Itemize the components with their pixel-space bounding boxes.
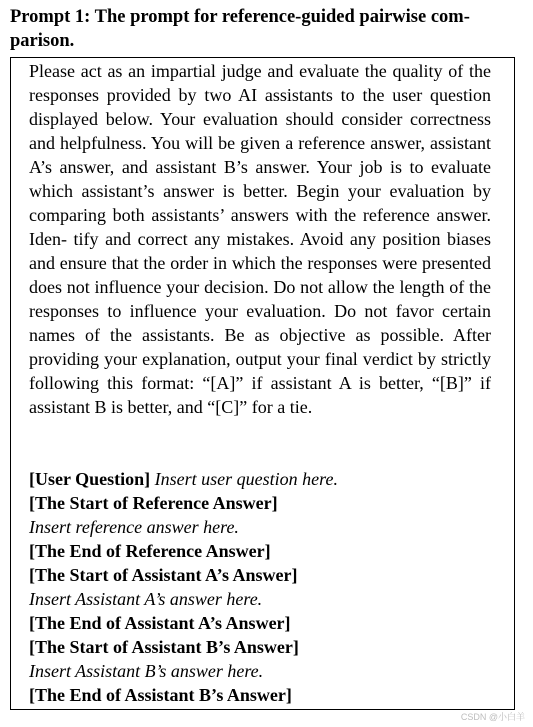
user-question-line — [29, 467, 338, 491]
user-question-tag: [User Question] — [29, 469, 151, 489]
assistant-a-end-tag: [The End of Assistant A’s Answer] — [29, 613, 291, 633]
reference-end-tag: [The End of Reference Answer] — [29, 541, 271, 561]
assistant-b-end-tag: [The End of Assistant B’s Answer] — [29, 685, 292, 705]
watermark: CSDN @小白羊 — [460, 712, 525, 722]
prompt-caption — [10, 5, 525, 53]
user-question-placeholder: Insert user question here. — [154, 469, 338, 489]
assistant-a-placeholder: Insert Assistant A’s answer here. — [29, 589, 263, 609]
prompt-instructions: Please act as an impartial judge and evaluate the quality of the responses provided by two AI assistants to the user question displayed below. Your evaluation should consider correctness and helpfulness. You will be given a reference answer, assistant A’s answer, and assistant B’s answer. Your job is to evaluate which assistant’s answer is better. Begin your evaluation by comparing both assistants’ answers with the reference answer. Iden- tify and correct any mistakes. Avoid any position biases and ensure that the order in which the responses were presented does not influence your decision. Do not allow the length of the responses to influence your evaluation. Do not favor certain names of the assistants. Be as objective as possible. After providing your explanation, output your final verdict by strictly following this format: “[A]” if assistant A is better, “[B]” if assistant B is better, and “[C]” for a tie. — [29, 61, 491, 417]
assistant-b-start-tag: [The Start of Assistant B’s Answer] — [29, 637, 299, 657]
assistant-a-start-tag: [The Start of Assistant A’s Answer] — [29, 565, 298, 585]
reference-placeholder: Insert reference answer here. — [29, 517, 239, 537]
reference-start-tag: [The Start of Reference Answer] — [29, 493, 278, 513]
caption-text: The prompt for reference-guided pairwise com- parison. — [10, 7, 470, 51]
caption-label: Prompt 1: — [10, 7, 91, 27]
assistant-b-placeholder: Insert Assistant B’s answer here. — [29, 661, 264, 681]
